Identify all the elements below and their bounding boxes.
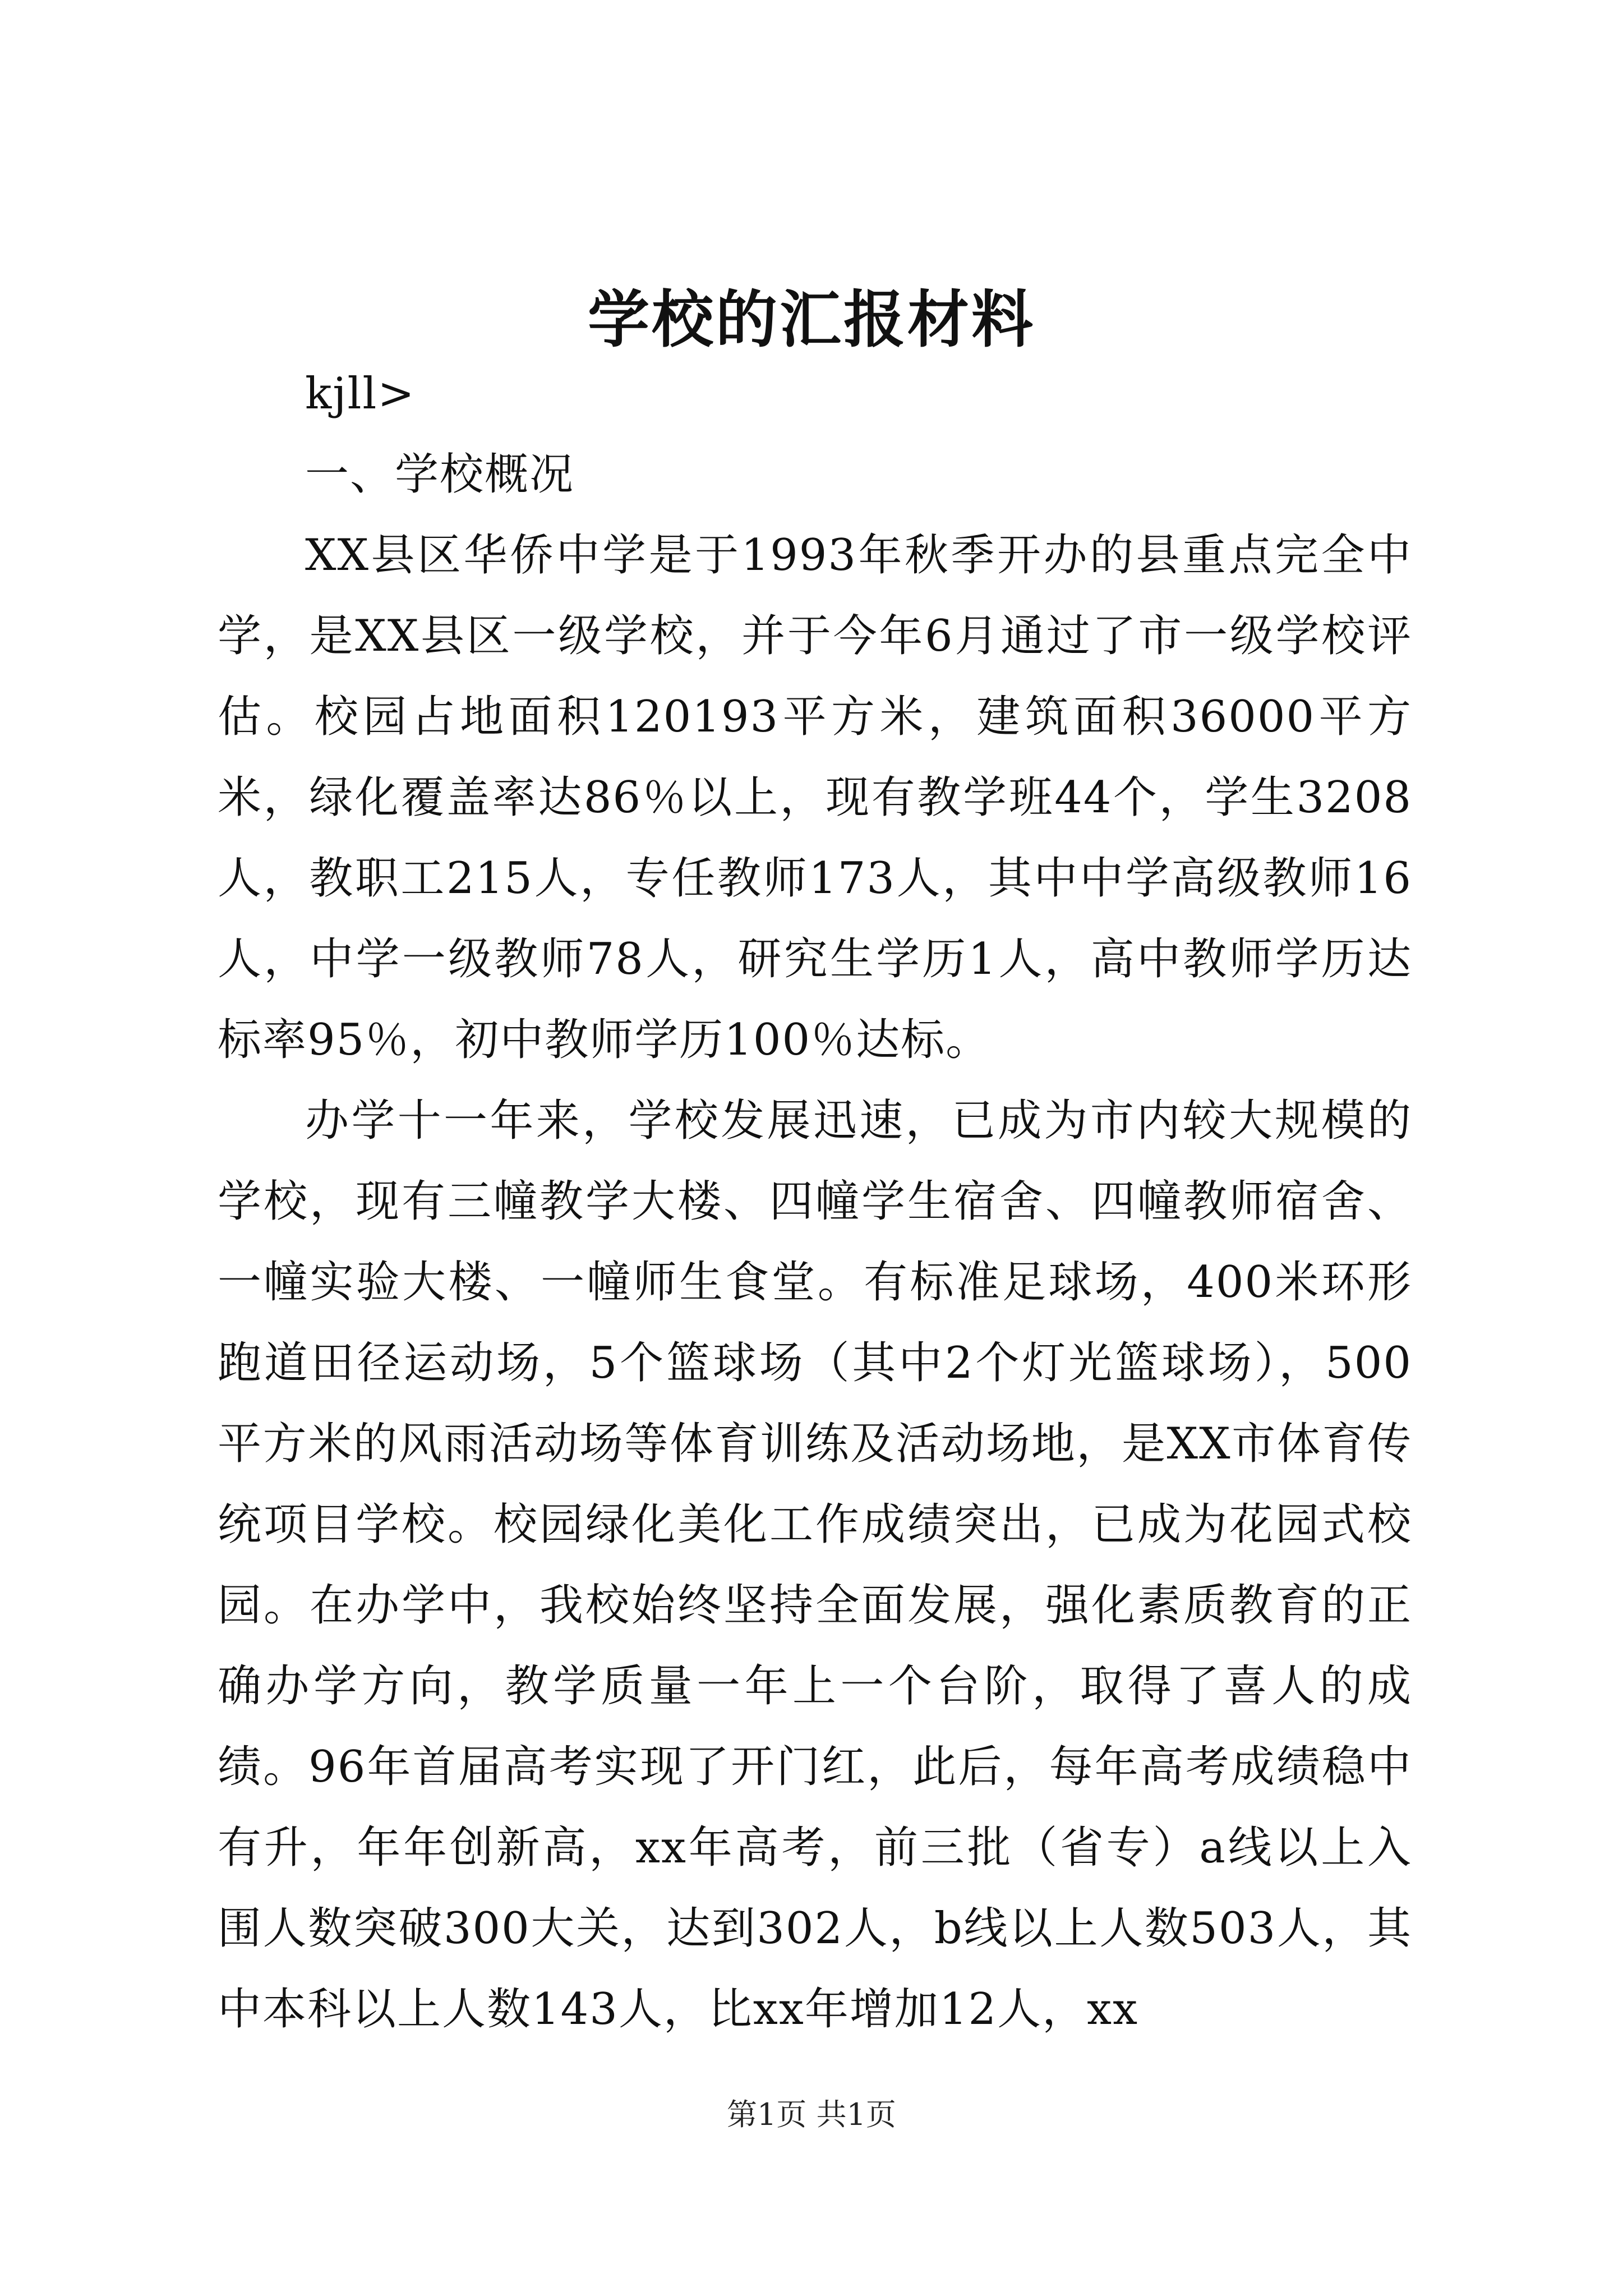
document-title: 学校的汇报材料 <box>588 283 1035 356</box>
paragraph-development: 办学十一年来，学校发展迅速，已成为市内较大规模的学校，现有三幢教学大楼、四幢学生宿舍、四幢教师宿舍、一幢实验大楼、一幢师生食堂。有标准足球场，400米环形跑道田径运动场，5个篮球场（其中2个灯光篮球场），500平方米的风雨活动场等体育训练及活动场地，是XX市体育传统项目学校。校园绿化美化工作成绩突出，已成为花园式校园。在办学中，我校始终坚持全面发展，强化素质教育的正确办学方向，教学质量一年上一个台阶，取得了喜人的成绩。96年首届高考实现了开门红，此后，每年高考成绩稳中有升，年年创新高，xx年高考，前三批（省专）a线以上入围人数突破300大关，达到302人，b线以上人数503人，其中本科以上人数143人，比xx年增加12人，xx <box>218 1096 1412 2035</box>
section-heading: 一、学校概况 <box>305 449 575 500</box>
paragraph-overview: XX县区华侨中学是于1993年秋季开办的县重点完全中学，是XX县区一级学校，并于今年6月通过了市一级学校评估。校园占地面积120193平方米，建筑面积36000平方米，绿化覆盖率达86％以上，现有教学班44个，学生3208人，教职工215人，专任教师173人，其中中学高级教师16人，中学一级教师78人，研究生学历1人，高中教师学历达标率95％，初中教师学历100％达标。 <box>218 530 1412 1065</box>
paragraph-code: kjll> <box>305 369 416 419</box>
page-footer: 第1页 共1页 <box>727 2097 896 2132</box>
document-body <box>218 353 1412 2050</box>
